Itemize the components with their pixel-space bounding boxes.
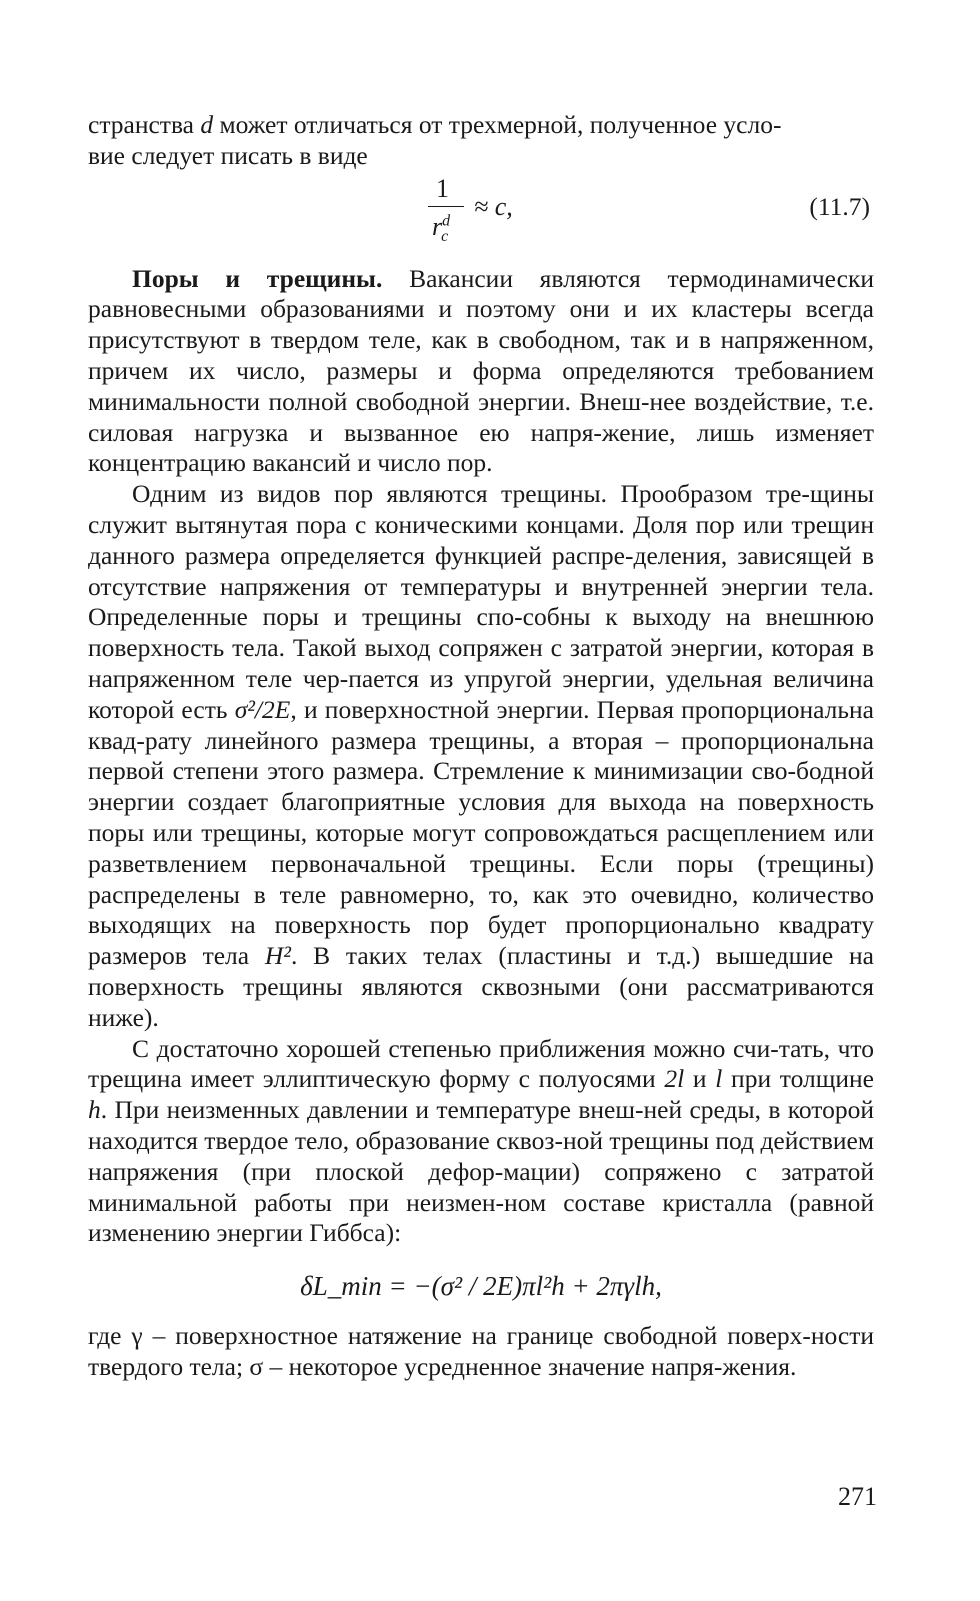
paragraph-ellipse bbox=[88, 1034, 874, 1250]
eq2-text: δL_min = −(σ² / 2E)πl²h + 2πγlh, bbox=[300, 1271, 662, 1302]
var-d: d bbox=[200, 110, 214, 139]
paragraph-ellipse-text-d: . При неизменных давлении и температуре внеш-ней среды, в которой находится твердое тело, образование сквоз-ной трещины под действием напряжения (при плоской дефор-мации) сопряжено с затратой минимальной работы при неизмен-ном составе кристалла (равной изменению энергии Гиббса): bbox=[88, 1095, 874, 1248]
var-l: l bbox=[715, 1064, 723, 1094]
paragraph-ellipse-text-a: С достаточно хорошей степенью приближения можно счи-тать, что трещина имеет эллиптическую форму с полуосями bbox=[88, 1033, 874, 1094]
page-number: 271 bbox=[838, 1482, 877, 1511]
intro-paragraph bbox=[88, 110, 874, 172]
paragraph-cracks-text-c: . В таких телах (пластины и т.д.) вышедшие на поверхность трещины являются сквозными (они рассматриваются ниже). bbox=[88, 941, 874, 1032]
var-h: h bbox=[88, 1095, 101, 1125]
eq1-number: (11.7) bbox=[809, 191, 870, 221]
eq1-fraction-bar bbox=[428, 206, 464, 207]
eq1-denominator: $r^d_c$ bbox=[432, 211, 451, 245]
conj-and: и bbox=[684, 1064, 716, 1094]
var-2l: 2l bbox=[664, 1064, 685, 1094]
page-body bbox=[88, 110, 874, 1383]
equation-work bbox=[88, 1255, 874, 1317]
eq1-rhs: ≈ c, bbox=[474, 191, 513, 221]
paragraph-cracks bbox=[88, 479, 874, 1033]
eq1-numerator: 1 bbox=[436, 173, 449, 203]
equation-11-7 bbox=[88, 174, 874, 264]
paragraph-ellipse-text-c: при толщине bbox=[722, 1064, 874, 1094]
paragraph-pores-text: Вакансии являются термодинамически равновесными образованиями и поэтому они и их кластеры всегда присутствуют в твердом теле, как в свободном, так и в напряженном, причем их число, размеры и форма определяются требованием минимальности полной свободной энергии. Внеш-нее воздействие, т.е. силовая нагрузка и вызванное ею напря-жение, лишь изменяет концентрацию вакансий и число пор. bbox=[88, 263, 874, 478]
intro-text-3: вие следует писать в виде bbox=[88, 140, 368, 170]
intro-text-1: странства bbox=[88, 110, 201, 139]
intro-text-2: может отличаться от трехмерной, полученное усло- bbox=[213, 110, 782, 139]
paragraph-cracks-text-b: , и поверхностной энергии. Первая пропорциональна квад-рату линейного размера трещины, а вторая – пропорциональна первой степени этого размера. Стремление к минимизации сво-бодной энергии создает благоприятные условия для выхода на поверхность поры или трещины, которые могут сопровождаться расщеплением или разветвлением первоначальной трещины. Если поры (трещины) распределены в теле равномерно, то, как это очевидно, количество выходящих на поверхность пор будет пропорционально квадрату размеров тела bbox=[88, 694, 874, 971]
section-heading: Поры и трещины. bbox=[132, 263, 383, 293]
var-H2: H² bbox=[264, 941, 291, 971]
paragraph-pores bbox=[88, 264, 874, 480]
closing-paragraph: где γ – поверхностное натяжение на границе свободной поверх-ности твердого тела; σ – некоторое усредненное значение напря-жения. bbox=[88, 1321, 874, 1381]
paragraph-cracks-text-a: Одним из видов пор являются трещины. Прообразом тре-щины служит вытянутая пора с коническими концами. Доля пор или трещин данного размера определяется функцией распре-деления, зависящей в отсутствие напряжения от температуры и внутренней энергии тела. Определенные поры и трещины спо-собны к выходу на внешнюю поверхность тела. Такой выход сопряжен с затратой энергии, которая в напряженном теле чер-пается из упругой энергии, удельная величина которой есть bbox=[88, 479, 874, 724]
sigma-expression: σ²/2E bbox=[234, 694, 291, 724]
